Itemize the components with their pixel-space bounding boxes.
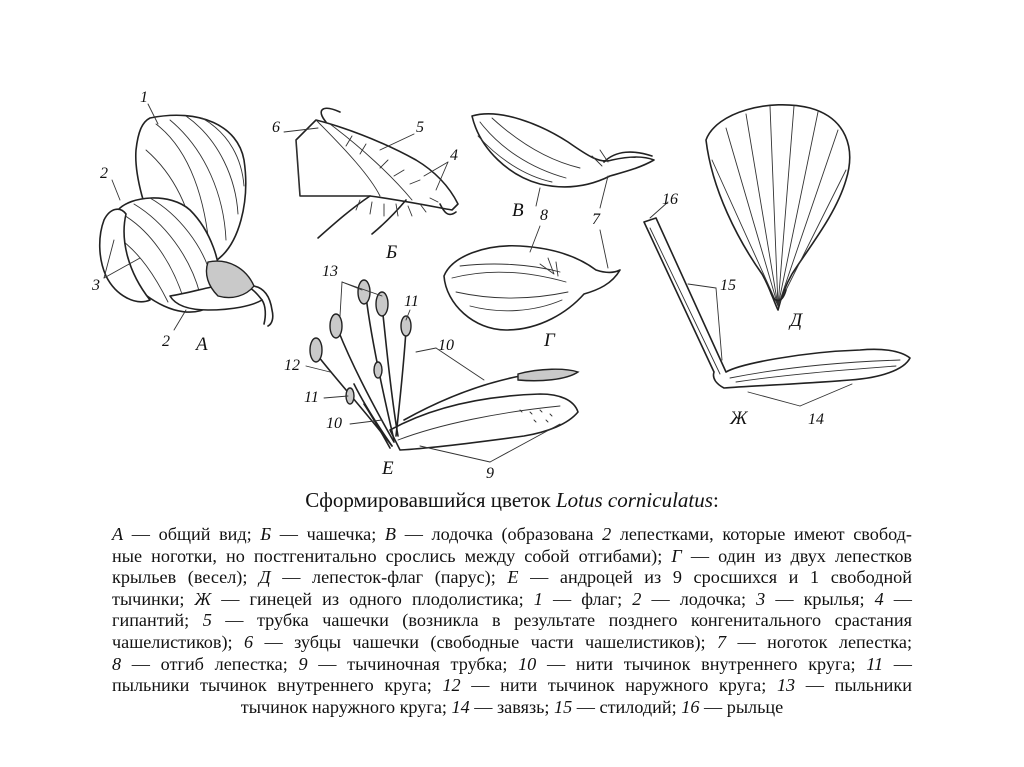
caption-key: 10 [518, 653, 537, 674]
caption-line [112, 589, 912, 611]
panel-letter-e: Е [382, 458, 394, 479]
label-10-bottom: 10 [326, 415, 342, 432]
caption-text: — завязь; [469, 696, 555, 717]
panel-letter-b: Б [386, 242, 398, 263]
label-2-top: 2 [100, 165, 108, 182]
caption-key: 6 [244, 631, 254, 652]
drawing-wing-petal [444, 226, 620, 351]
caption-text: — нити тычинок наружного круга; [460, 675, 777, 696]
caption-key: 2 [602, 524, 612, 544]
caption-key: 13 [776, 675, 796, 696]
label-1: 1 [140, 89, 148, 106]
caption-key: 1 [533, 588, 543, 609]
caption-key: 7 [717, 631, 727, 652]
caption-key: Е [507, 567, 519, 588]
caption-text: — рыльце [699, 696, 784, 717]
caption-key: 2 [632, 588, 642, 609]
caption-text: пыльники тычинок внутреннего круга; [112, 675, 443, 696]
caption-text: — [883, 653, 912, 674]
label-8: 8 [540, 207, 548, 224]
caption-text: ные ноготки, но постгенитально срослись между собой отгибами); [112, 545, 672, 566]
drawing-flag-petal [706, 105, 850, 331]
caption-text: — чашечка; [271, 524, 385, 544]
caption-text: — крылья; [765, 588, 875, 609]
caption-text: — пыльники [795, 675, 912, 696]
caption-text: — один из двух лепестков [681, 545, 913, 566]
caption-key: 12 [442, 675, 461, 696]
label-5: 5 [416, 119, 424, 136]
caption-line [112, 546, 912, 568]
caption-line [112, 697, 912, 719]
figure-caption [112, 524, 912, 718]
panel-letter-v: В [512, 200, 524, 221]
caption-text: — ноготок лепестка; [726, 631, 912, 652]
caption-key: 11 [866, 653, 884, 674]
caption-key: 16 [681, 696, 700, 717]
caption-key: 4 [874, 588, 884, 609]
label-11-bottom: 11 [304, 389, 319, 406]
label-2-bottom: 2 [162, 333, 170, 350]
caption-key: 14 [451, 696, 470, 717]
label-9: 9 [486, 465, 494, 482]
caption-text: — общий вид; [123, 524, 261, 544]
caption-text: — флаг; [542, 588, 633, 609]
caption-key: Д [259, 567, 271, 588]
caption-text: — тычиночная трубка; [307, 653, 519, 674]
caption-text: — гинецей из одного плодолистика; [211, 588, 534, 609]
caption-key: 3 [756, 588, 766, 609]
label-7: 7 [592, 211, 600, 228]
caption-text: — лодочка; [641, 588, 757, 609]
caption-text: тычинки; [112, 588, 195, 609]
drawing-general-view [91, 89, 273, 355]
caption-key: Ж [194, 588, 212, 609]
caption-text: — зубцы чашечки (свободные части чашелистиков); [253, 631, 717, 652]
caption-line [112, 675, 912, 697]
caption-text: — отгиб лепестка; [121, 653, 299, 674]
caption-key: 15 [554, 696, 573, 717]
caption-text: крыльев (весел); [112, 567, 260, 588]
caption-text: — трубка чашечки (возникла в результате позднего конгенитального срастания [211, 610, 912, 631]
caption-key: В [384, 524, 397, 544]
caption-text: — лодочка (образована [396, 524, 603, 544]
caption-key: 5 [202, 610, 212, 631]
panel-letter-zh: Ж [730, 408, 748, 429]
panel-letter-a: А [196, 334, 208, 355]
figure-title-colon: : [712, 488, 719, 512]
label-14: 14 [808, 411, 824, 428]
caption-key: А [112, 524, 124, 544]
label-3: 3 [92, 277, 100, 294]
drawing-keel [472, 114, 654, 228]
figure-title-species: Lotus corniculatus [556, 488, 713, 512]
caption-text: гипантий; [112, 610, 203, 631]
label-6: 6 [272, 119, 280, 136]
caption-key: 8 [112, 653, 122, 674]
label-13: 13 [322, 263, 338, 280]
caption-text: — лепесток-флаг (парус); [270, 567, 508, 588]
caption-key: Г [671, 545, 682, 566]
label-12: 12 [284, 357, 300, 374]
figure-title-text: Сформировавшийся цветок [305, 488, 551, 512]
label-15: 15 [720, 277, 736, 294]
caption-text: — андроцей из 9 сросшихся и 1 свободной [518, 567, 913, 588]
drawing-calyx [272, 108, 458, 263]
caption-line [112, 610, 912, 632]
caption-line [112, 632, 912, 654]
caption-text: лепестками, которые имеют свобод- [611, 524, 912, 544]
label-16: 16 [662, 191, 678, 208]
caption-text: — [883, 588, 912, 609]
panel-letter-d: Д [790, 310, 803, 331]
caption-text: — нити тычинок внутреннего круга; [536, 653, 867, 674]
caption-key: 9 [298, 653, 308, 674]
caption-text: чашелистиков); [112, 631, 244, 652]
caption-line [112, 567, 912, 589]
caption-line [112, 524, 912, 546]
figure-title [0, 488, 1024, 513]
label-11-top: 11 [404, 293, 419, 310]
caption-text: тычинок наружного круга; [240, 696, 452, 717]
caption-key: Б [260, 524, 272, 544]
label-4: 4 [450, 147, 458, 164]
caption-line [112, 654, 912, 676]
panel-letter-g: Г [544, 330, 555, 351]
caption-text: — стилодий; [572, 696, 682, 717]
label-10-top: 10 [438, 337, 454, 354]
